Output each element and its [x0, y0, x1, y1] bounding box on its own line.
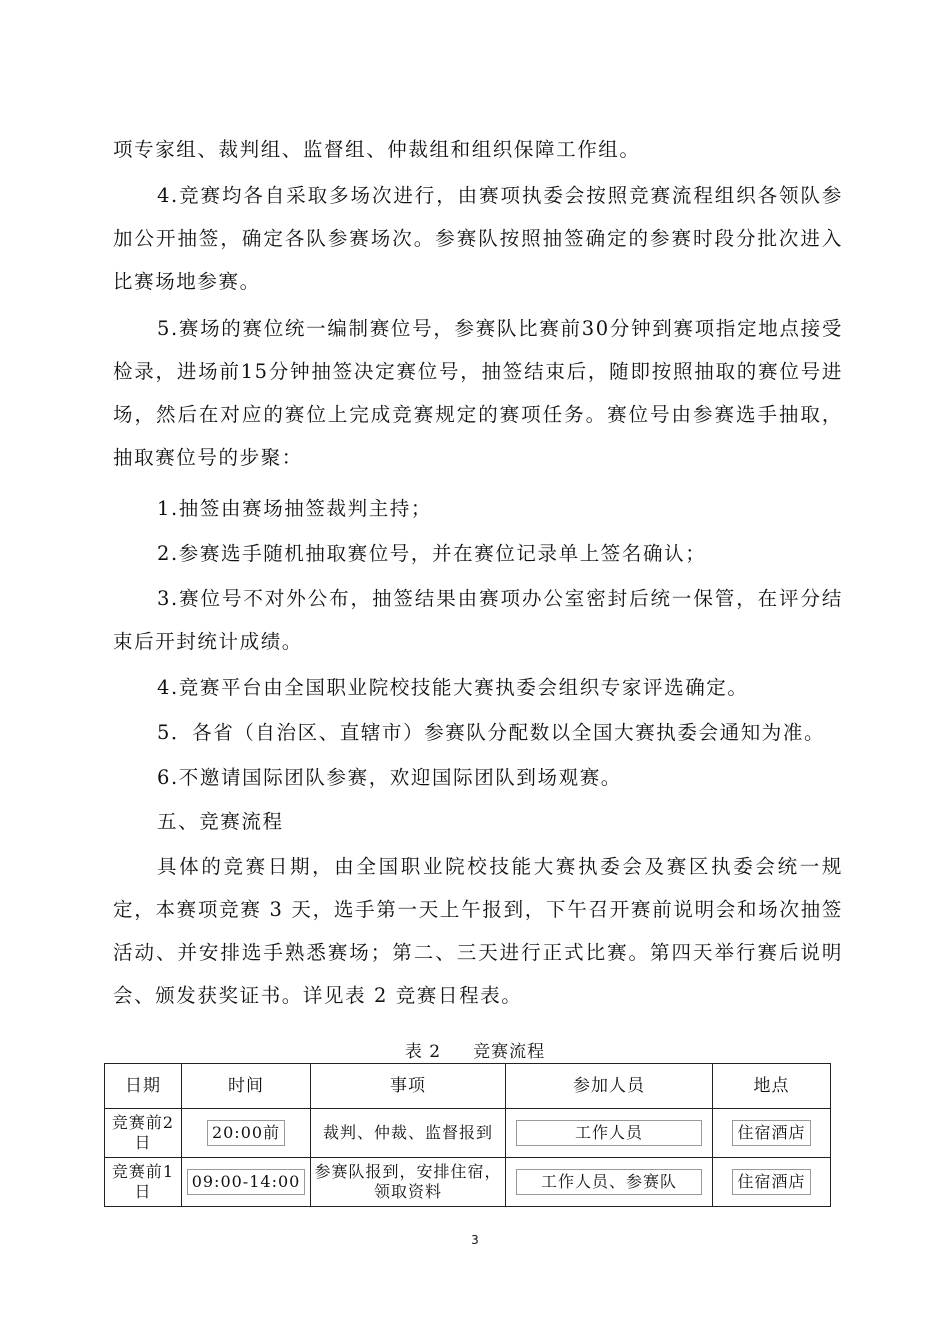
cell-item: 参赛队报到，安排住宿，领取资料 [311, 1158, 506, 1207]
cell-people [506, 1109, 713, 1158]
cell-date: 竞赛前1日 [105, 1158, 182, 1207]
time-field: 09:00-14:00 [187, 1169, 306, 1195]
paragraph-draw-step-1: 1.抽签由赛场抽签裁判主持； [157, 497, 433, 520]
cell-item: 裁判、仲裁、监督报到 [311, 1109, 506, 1158]
table-caption: 表 2 竞赛流程 [404, 1042, 546, 1062]
table-header-row [105, 1064, 831, 1109]
header-time: 时间 [182, 1064, 311, 1109]
header-place: 地点 [713, 1064, 831, 1109]
paragraph-team-allocation: 5．各省（自治区、直辖市）参赛队分配数以全国大赛执委会通知为准。 [157, 721, 826, 744]
paragraph-item-5: 5.赛场的赛位统一编制赛位号，参赛队比赛前30分钟到赛项指定地点接受检录，进场前15分钟抽签决定赛位号，抽签结束后，随即按照抽取的赛位号进场，然后在对应的赛位上完成竞赛规定的赛项任务。赛位号由参赛选手抽取，抽取赛位号的步聚： [113, 317, 843, 469]
cell-people [506, 1158, 713, 1207]
cell-time [182, 1109, 311, 1158]
cell-place [713, 1109, 831, 1158]
header-date: 日期 [105, 1064, 182, 1109]
section-heading-flow: 五、竞赛流程 [157, 810, 284, 833]
paragraph-platform: 4.竞赛平台由全国职业院校技能大赛执委会组织专家评选确定。 [157, 676, 749, 699]
people-field: 工作人员 [516, 1120, 702, 1146]
cell-time [182, 1158, 311, 1207]
table-row [105, 1109, 831, 1158]
header-people: 参加人员 [506, 1064, 713, 1109]
people-field: 工作人员、参赛队 [516, 1169, 702, 1195]
paragraph-international: 6.不邀请国际团队参赛，欢迎国际团队到场观赛。 [157, 766, 622, 789]
page-number: 3 [471, 1233, 479, 1247]
paragraph-draw-step-2: 2.参赛选手随机抽取赛位号，并在赛位记录单上签名确认； [157, 542, 707, 565]
paragraph-continuation: 项专家组、裁判组、监督组、仲裁组和组织保障工作组。 [113, 138, 641, 161]
paragraph-draw-step-3: 3.赛位号不对外公布，抽签结果由赛项办公室密封后统一保管，在评分结束后开封统计成绩。 [113, 587, 843, 653]
paragraph-schedule-intro: 具体的竞赛日期，由全国职业院校技能大赛执委会及赛区执委会统一规定，本赛项竞赛 3 天，选手第一天上午报到，下午召开赛前说明会和场次抽签活动、并安排选手熟悉赛场；第二、三天进行正式比赛。第四天举行赛后说明会、颁发获奖证书。详见表 2 竞赛日程表。 [113, 855, 843, 1007]
place-field: 住宿酒店 [732, 1120, 810, 1146]
paragraph-item-4: 4.竞赛均各自采取多场次进行，由赛项执委会按照竞赛流程组织各领队参加公开抽签，确定各队参赛场次。参赛队按照抽签确定的参赛时段分批次进入比赛场地参赛。 [113, 184, 843, 293]
header-item: 事项 [311, 1064, 506, 1109]
table-row [105, 1158, 831, 1207]
time-field: 20:00前 [207, 1120, 285, 1146]
cell-date: 竞赛前2日 [105, 1109, 182, 1158]
cell-place [713, 1158, 831, 1207]
schedule-table [104, 1063, 831, 1207]
place-field: 住宿酒店 [732, 1169, 810, 1195]
